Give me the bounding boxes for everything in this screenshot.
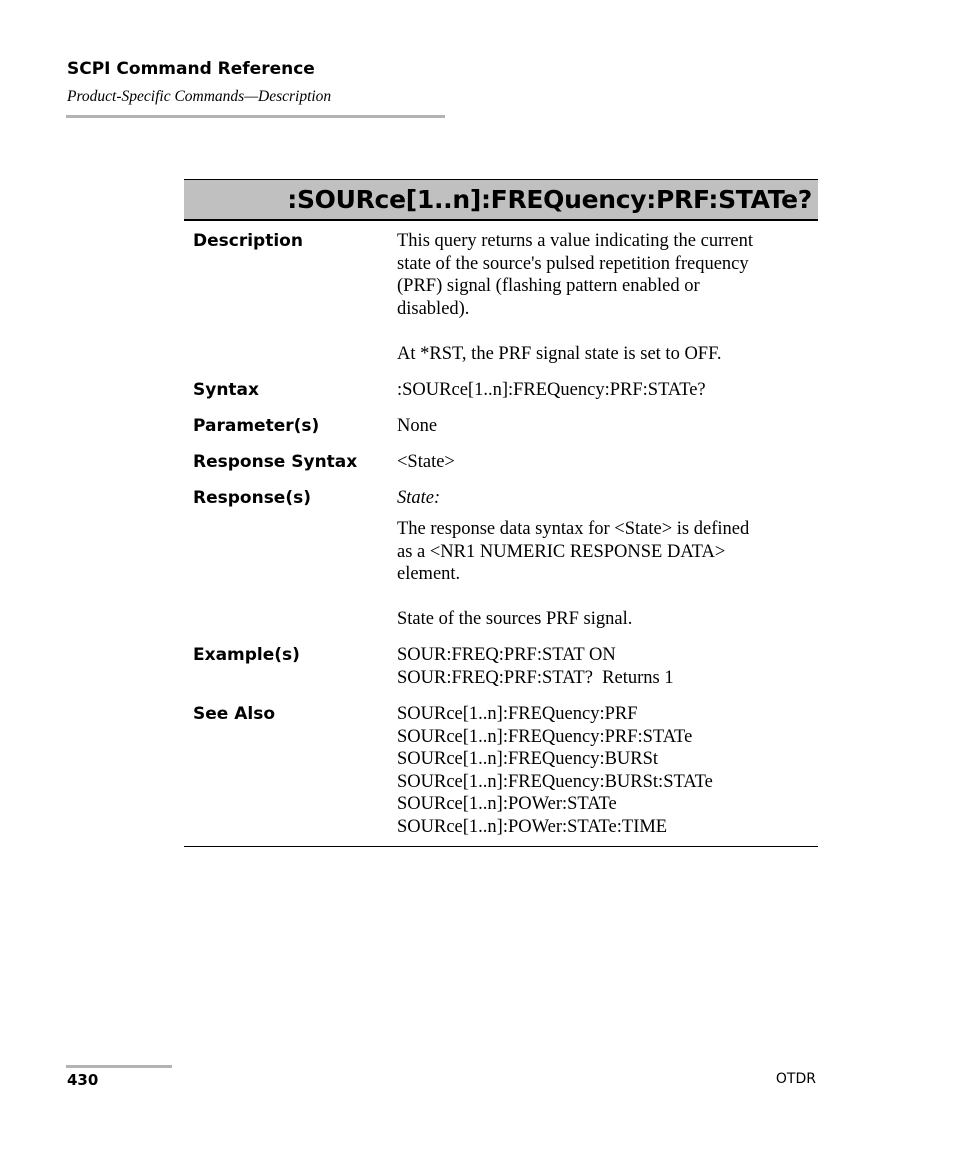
- command-title: :SOURce[1..n]:FREQuency:PRF:STATe?: [287, 185, 812, 214]
- response-syntax-label: Response Syntax: [193, 452, 358, 472]
- responses-text: [397, 518, 817, 631]
- description-line: (PRF) signal (flashing pattern enabled or: [397, 276, 700, 297]
- table-bottom-rule: [184, 846, 818, 847]
- section-subtitle: Product-Specific Commands—Description: [67, 88, 332, 105]
- syntax-value: :SOURce[1..n]:FREQuency:PRF:STATe?: [397, 380, 706, 400]
- description-line: disabled).: [397, 298, 470, 319]
- examples-label: Example(s): [193, 645, 300, 665]
- see-also-item: SOURce[1..n]:POWer:STATe:TIME: [397, 816, 668, 837]
- response-line: The response data syntax for <State> is defined: [397, 519, 750, 539]
- examples-text: [397, 644, 817, 689]
- footer-divider: [66, 1065, 172, 1068]
- response-line: as a <NR1 NUMERIC RESPONSE DATA>: [397, 541, 726, 562]
- response-syntax-value: <State>: [397, 452, 455, 472]
- see-also-label: See Also: [193, 704, 276, 724]
- example-line: SOUR:FREQ:PRF:STAT ON: [397, 645, 616, 665]
- see-also-item: SOURce[1..n]:POWer:STATe: [397, 794, 617, 815]
- see-also-item: SOURce[1..n]:FREQuency:BURSt:STATe: [397, 771, 713, 792]
- syntax-label: Syntax: [193, 380, 259, 400]
- see-also-item: SOURce[1..n]:FREQuency:PRF: [397, 704, 638, 724]
- response-name: State:: [397, 488, 441, 508]
- command-title-bar: [184, 179, 818, 221]
- description-line: At *RST, the PRF signal state is set to OFF.: [397, 343, 722, 364]
- see-also-item: SOURce[1..n]:FREQuency:PRF:STATe: [397, 726, 693, 747]
- header-divider: [66, 115, 445, 118]
- description-text: [397, 230, 817, 366]
- page-number: 430: [67, 1071, 99, 1089]
- see-also-item: SOURce[1..n]:FREQuency:BURSt: [397, 749, 659, 770]
- description-label: Description: [193, 231, 303, 251]
- description-line: This query returns a value indicating the current: [397, 231, 753, 251]
- description-line: state of the source's pulsed repetition frequency: [397, 253, 749, 274]
- parameters-label: Parameter(s): [193, 416, 320, 436]
- section-title: SCPI Command Reference: [67, 59, 315, 79]
- response-line: element.: [397, 564, 461, 585]
- example-line: SOUR:FREQ:PRF:STAT? Returns 1: [397, 667, 674, 688]
- response-line: State of the sources PRF signal.: [397, 609, 633, 630]
- product-name: OTDR: [775, 1071, 816, 1087]
- responses-label: Response(s): [193, 488, 311, 508]
- parameters-value: None: [397, 416, 438, 436]
- see-also-list: [397, 703, 817, 839]
